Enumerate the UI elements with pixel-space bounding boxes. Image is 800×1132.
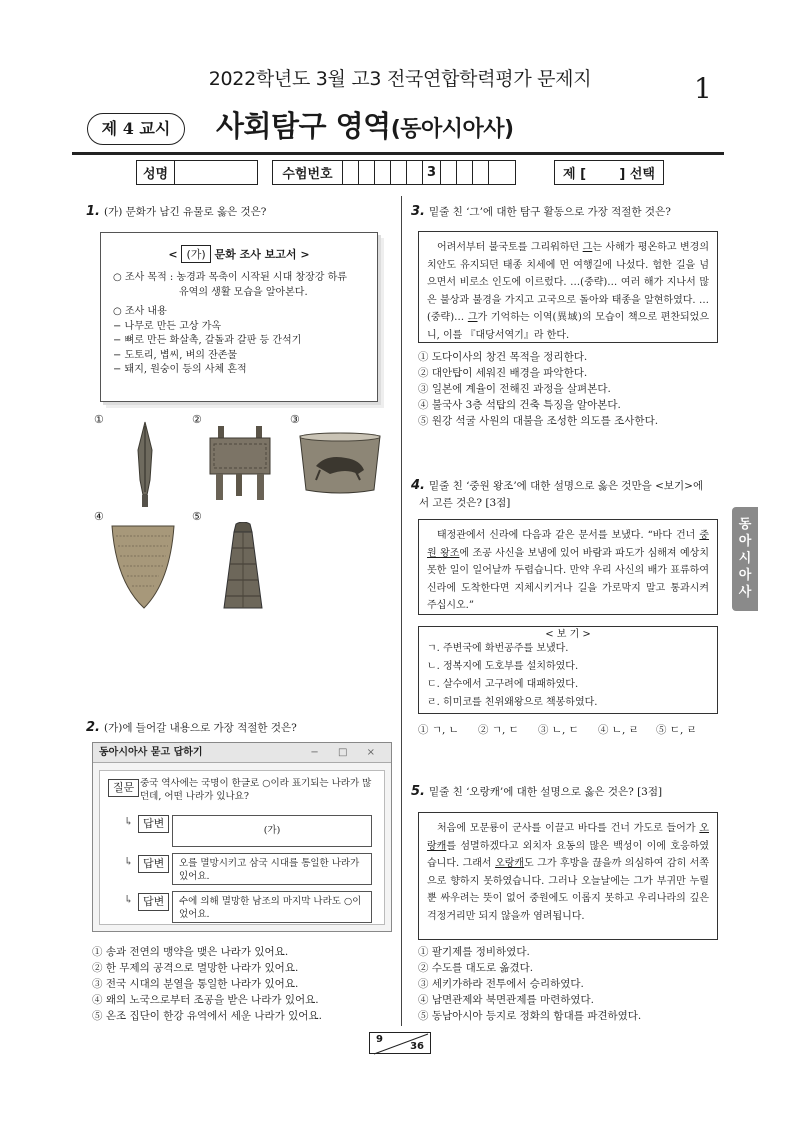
choice-field[interactable] — [554, 160, 664, 185]
passage-text: 는 사해가 평온하고 변경의 치안도 유지되던 태종 치세에 먼 여행길에 나섰다. 험한 길을 넘으면서 비로소 인도에 이르렀다. …(중략)… 여러 해가 지나서 많은 불상과 불경을 가지고 고국으로 돌아와 태종을 알현하였다. …(중략)… — [427, 242, 709, 323]
subject-sub: (동아시아사) — [390, 117, 514, 142]
choice-suffix: ] 선택 — [619, 167, 655, 182]
exam-number-cell[interactable] — [489, 161, 515, 184]
q3-option-4[interactable]: ④ 불국사 3층 석탑의 건축 특징을 알아본다. — [418, 399, 621, 411]
q5-option-5[interactable]: ⑤ 동남아시아 등지로 정화의 함대를 파견하였다. — [418, 1010, 642, 1022]
column-divider — [401, 196, 402, 1026]
side-tab-text: 동아시아사 — [738, 517, 752, 600]
bogi-item: ㄱ. 주변국에 화번공주를 보냈다. — [427, 643, 569, 654]
passage-text: 태정관에서 신라에 다음과 같은 문서를 보냈다. “바다 건너 — [437, 530, 700, 541]
footer-page: 9 — [376, 1034, 383, 1045]
answer-box: 오를 멸망시키고 삼국 시대를 통일한 나라가 있어요. — [172, 853, 372, 885]
q5-passage — [418, 812, 718, 940]
report-content-label: ○ 조사 내용 — [113, 306, 167, 317]
q5-stem — [411, 785, 727, 799]
reply-arrow-icon: ↳ — [124, 893, 134, 906]
q5-option-3[interactable]: ③ 세키가하라 전투에서 승리하였다. — [418, 978, 584, 990]
report-item: − 뼈로 만든 화살촉, 갈돌과 갈판 등 간석기 — [113, 335, 302, 346]
qa-window-title: 동아시아사 묻고 답하기 — [99, 747, 203, 758]
q4-option-4[interactable]: ④ ㄴ, ㄹ — [598, 724, 639, 736]
q1-choice-2[interactable]: ② — [192, 413, 202, 426]
subject-title — [216, 104, 514, 145]
q1-report-card — [100, 232, 378, 402]
qa-content — [99, 770, 385, 925]
bronze-dagger-image — [130, 420, 160, 510]
q1-choice-3[interactable]: ③ — [290, 413, 300, 426]
passage-underline: 그 — [582, 242, 593, 253]
report-title-box: (가) — [181, 245, 210, 263]
subject-side-tab — [732, 507, 758, 611]
q4-option-2[interactable]: ② ㄱ, ㄷ — [478, 724, 519, 736]
q4-option-5[interactable]: ⑤ ㄷ, ㄹ — [656, 724, 697, 736]
report-item: − 나무로 만든 고상 가옥 — [113, 320, 222, 332]
report-title-text: 문화 조사 보고서 > — [214, 248, 310, 261]
bronze-bell-image — [218, 522, 268, 612]
footer-total: 36 — [410, 1041, 424, 1052]
exam-number-cell[interactable] — [375, 161, 391, 184]
bogi-box — [418, 626, 718, 714]
exam-number-cell[interactable] — [407, 161, 423, 184]
passage-text: 에 조공 사신을 보냄에 있어 바람과 파도가 심해져 예상치 못한 일이 일어날까 두렵습니다. 만약 우리 사신의 배가 표류하여 신라에 도착한다면 지체시키거나 길을 가로막지 말고 통과시켜 주십시오.” — [427, 547, 709, 611]
q1-choice-1[interactable]: ① — [94, 413, 104, 426]
q3-option-2[interactable]: ② 대안탑이 세워진 배경을 파악한다. — [418, 367, 588, 379]
q1-question: (가) 문화가 남긴 유물로 옳은 것은? — [103, 206, 267, 218]
header-rule — [72, 152, 724, 155]
q3-number: 3. — [411, 204, 425, 219]
window-controls[interactable]: − □ × — [310, 747, 383, 758]
choice-label — [555, 161, 663, 184]
report-item: − 도토리, 볍씨, 벼의 잔존물 — [113, 349, 238, 361]
q3-option-5[interactable]: ⑤ 원강 석굴 사원의 대불을 조성한 의도를 조사한다. — [418, 415, 659, 427]
subject-name: 사회탐구 영역 — [216, 109, 391, 143]
exam-number-cell[interactable] — [441, 161, 457, 184]
period-badge: 제 4 교시 — [87, 113, 185, 145]
exam-number-label: 수험번호 — [273, 161, 343, 184]
reply-arrow-icon: ↳ — [124, 855, 134, 868]
q1-choice-4[interactable]: ④ — [94, 510, 104, 523]
question-text: 중국 역사에는 국명이 한글로 ○이라 표기되는 나라가 많던데, 어떤 나라가 있나요? — [140, 778, 372, 802]
exam-number-cell[interactable] — [473, 161, 489, 184]
question-tag: 질문 — [108, 779, 139, 797]
choice-prefix: 제 [ — [563, 167, 587, 182]
passage-text: 처음에 모문룡이 군사를 이끌고 바다를 건너 가도로 들어가 — [437, 823, 700, 834]
answer-tag: 답변 — [138, 893, 169, 911]
q4-option-1[interactable]: ① ㄱ, ㄴ — [418, 724, 459, 736]
q4-stem — [411, 479, 727, 510]
q1-number: 1. — [86, 204, 100, 219]
bogi-item: ㄷ. 살수에서 고구려에 대패하였다. — [427, 679, 579, 690]
passage-text: 가 기억하는 이역(異域)의 모습이 책으로 편찬되었으니, 이를 『대당서역기』라 한다. — [427, 312, 709, 341]
q3-question: 밑줄 친 ‘그’에 대한 탐구 활동으로 가장 적절한 것은? — [428, 206, 671, 218]
q2-option-5[interactable]: ⑤ 온조 집단이 한강 유역에서 세운 나라가 있어요. — [92, 1010, 322, 1022]
q3-option-3[interactable]: ③ 일본에 계율이 전해진 과정을 살펴본다. — [418, 383, 611, 395]
q4-question-line2: 서 고른 것은? [3점] — [419, 497, 511, 509]
q2-number: 2. — [86, 720, 100, 735]
passage-text: 어려서부터 불국토를 그리워하던 — [437, 242, 583, 253]
passage-underline: 오랑캐 — [495, 858, 525, 869]
report-title — [101, 245, 377, 263]
q3-passage — [418, 231, 718, 343]
passage-text: 를 섬멸하겠다고 외치자 요동의 많은 백성이 이에 호응하였습니다. 그래서 — [427, 840, 709, 869]
q2-question: (가)에 들어갈 내용으로 가장 적절한 것은? — [103, 722, 297, 734]
name-label: 성명 — [137, 161, 175, 184]
q5-option-2[interactable]: ② 수도를 대도로 옮겼다. — [418, 962, 534, 974]
bogi-item: ㄹ. 히미코를 친위왜왕으로 책봉하였다. — [427, 697, 598, 708]
page-number: 1 — [694, 72, 712, 105]
q5-question: 밑줄 친 ‘오랑캐’에 대한 설명으로 옳은 것은? [3점] — [428, 786, 663, 798]
comb-pattern-pottery-image — [108, 522, 178, 610]
name-field[interactable] — [136, 160, 258, 185]
passage-underline: 그 — [467, 312, 478, 323]
qa-window — [92, 742, 392, 932]
reply-arrow-icon: ↳ — [124, 815, 134, 828]
q1-choice-5[interactable]: ⑤ — [192, 510, 202, 523]
q2-stem — [86, 721, 396, 735]
report-purpose: ○ 조사 목적 : 농경과 목축이 시작된 시대 창장강 하류 — [113, 272, 347, 283]
passage-underline: 오랑캐 — [427, 823, 709, 852]
q3-option-1[interactable]: ① 도다이사의 창건 목적을 정리한다. — [418, 351, 588, 363]
passage-text: 도 그가 후방을 끊을까 의심하여 감히 서쪽으로 향하지 못하였습니다. 그러나 오늘날에는 그가 부귀만 누릴 뿐 싸우려는 뜻이 없어 중원에도 이롭지 못하고 우리나라의 깊은 걱정거리만 되지 않을까 염려됩니다. — [427, 858, 710, 922]
bogi-item: ㄴ. 정복지에 도호부를 설치하였다. — [427, 661, 579, 672]
answer-tag: 답변 — [138, 815, 169, 833]
answer-box: 수에 의해 멸망한 남조의 마지막 나라도 ○이었어요. — [172, 891, 372, 923]
qa-window-titlebar — [93, 743, 391, 763]
pottery-boar-image — [296, 430, 384, 496]
q3-stem — [411, 205, 721, 219]
exam-number-cell[interactable] — [391, 161, 407, 184]
q4-passage — [418, 519, 718, 615]
bogi-title — [419, 625, 717, 640]
q2-option-4[interactable]: ④ 왜의 노국으로부터 조공을 받은 나라가 있어요. — [92, 994, 319, 1006]
q2-option-2[interactable]: ② 한 무제의 공격으로 멸망한 나라가 있어요. — [92, 962, 299, 974]
q5-option-1[interactable]: ① 팔기제를 정비하였다. — [418, 946, 530, 958]
name-input[interactable] — [175, 161, 257, 184]
q4-number: 4. — [411, 478, 425, 493]
exam-number-cell[interactable] — [359, 161, 375, 184]
exam-title: 2022학년도 3월 고3 전국연합학력평가 문제지 — [208, 68, 592, 90]
passage-underline: 중원 왕조 — [427, 530, 709, 559]
report-body — [113, 271, 369, 378]
q1-stem — [86, 205, 396, 219]
exam-number-cell[interactable] — [457, 161, 473, 184]
page-footer — [369, 1032, 431, 1054]
exam-number-cell[interactable] — [343, 161, 359, 184]
report-purpose-cont: 유역의 생활 모습을 알아본다. — [179, 286, 308, 298]
exam-number-fixed: 3 — [423, 161, 441, 184]
exam-number-field[interactable] — [272, 160, 516, 185]
report-title-prefix: < — [168, 248, 178, 261]
answer-box-blank: (가) — [172, 815, 372, 847]
q5-option-4[interactable]: ④ 남면관제와 북면관제를 마련하였다. — [418, 994, 594, 1006]
bronze-ding-image — [204, 424, 276, 504]
q4-option-3[interactable]: ③ ㄴ, ㄷ — [538, 724, 579, 736]
bogi-title-text: < 보 기 > — [541, 629, 595, 640]
q4-question-line1: 밑줄 친 ‘중원 왕조’에 대한 설명으로 옳은 것만을 <보기>에 — [428, 480, 704, 492]
q2-option-1[interactable]: ① 송과 전연의 맹약을 맺은 나라가 있어요. — [92, 946, 289, 958]
q5-number: 5. — [411, 784, 425, 799]
q2-option-3[interactable]: ③ 전국 시대의 분열을 통일한 나라가 있어요. — [92, 978, 299, 990]
report-item: − 돼지, 원숭이 등의 사체 흔적 — [113, 364, 247, 375]
answer-tag: 답변 — [138, 855, 169, 873]
